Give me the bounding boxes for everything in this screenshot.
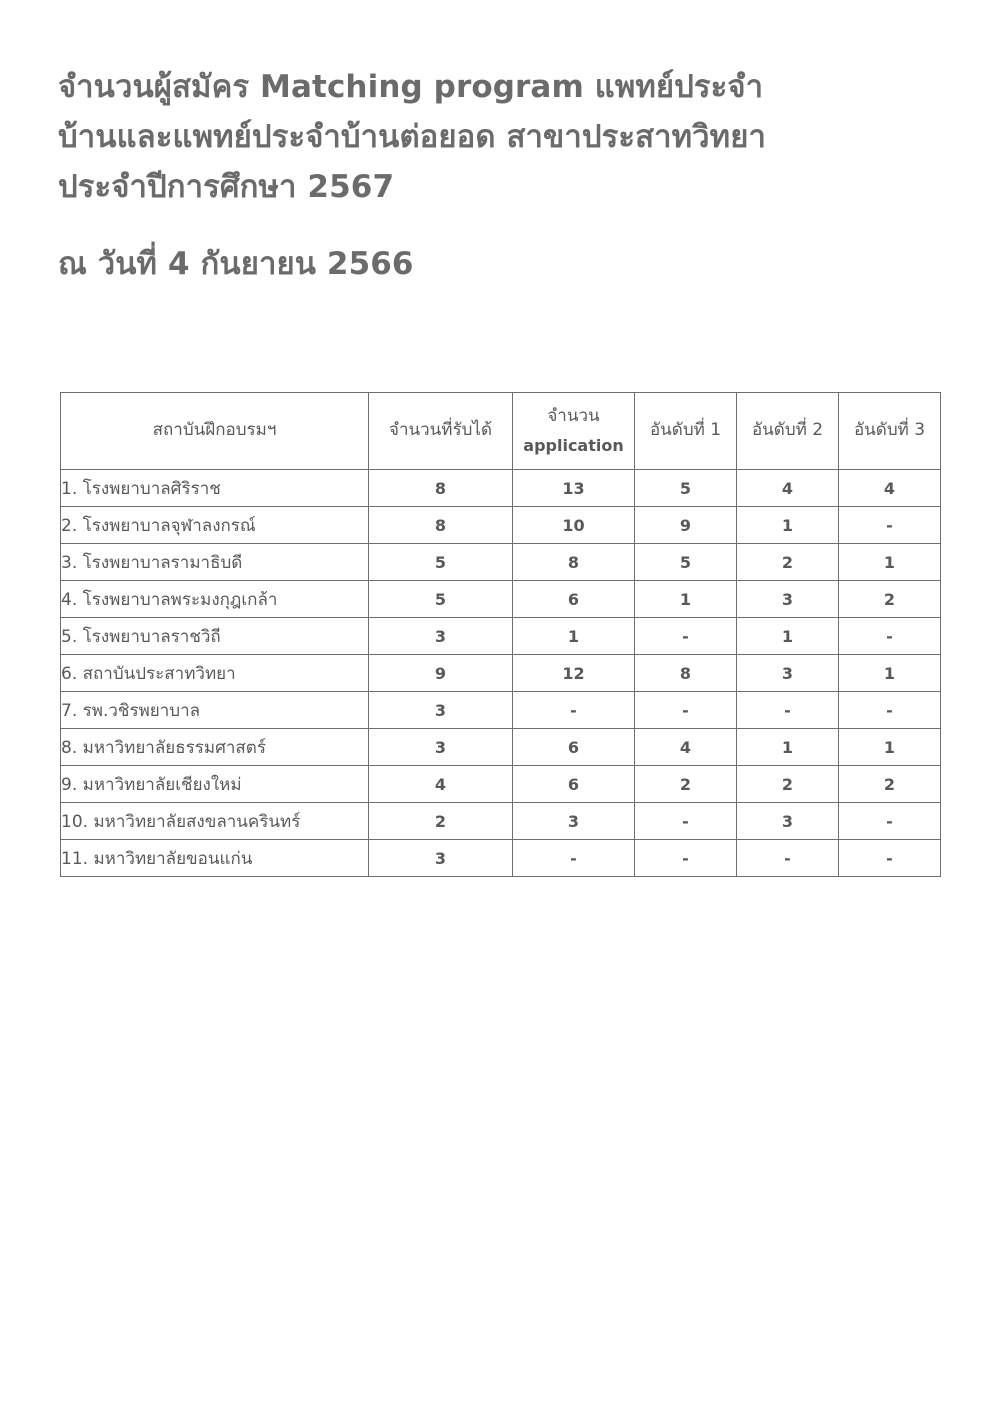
cell-application: 13 [513, 470, 635, 507]
applicant-table [60, 392, 941, 877]
column-header-application-line-1: จำนวน [547, 406, 600, 427]
cell-rank-3: - [839, 840, 941, 877]
cell-rank-2: 1 [737, 729, 839, 766]
cell-capacity: 4 [369, 766, 513, 803]
cell-rank-2: 2 [737, 766, 839, 803]
page-subtitle: ณ วันที่ 4 กันยายน 2566 [58, 245, 414, 282]
cell-rank-3: 2 [839, 581, 941, 618]
table-row [61, 581, 941, 618]
cell-rank-2: 3 [737, 655, 839, 692]
cell-capacity: 8 [369, 470, 513, 507]
cell-institution: 10. มหาวิทยาลัยสงขลานครินทร์ [61, 803, 369, 840]
cell-capacity: 3 [369, 692, 513, 729]
cell-institution: 2. โรงพยาบาลจุฬาลงกรณ์ [61, 507, 369, 544]
cell-institution: 9. มหาวิทยาลัยเชียงใหม่ [61, 766, 369, 803]
cell-rank-3: - [839, 618, 941, 655]
cell-rank-2: 1 [737, 507, 839, 544]
cell-application: 12 [513, 655, 635, 692]
cell-application: 6 [513, 766, 635, 803]
table-row [61, 803, 941, 840]
page-title-line-3: ประจำปีการศึกษา 2567 [58, 169, 395, 206]
column-header-rank-1: อันดับที่ 1 [635, 393, 737, 470]
table-row [61, 507, 941, 544]
cell-rank-3: 4 [839, 470, 941, 507]
column-header-rank-2: อันดับที่ 2 [737, 393, 839, 470]
cell-rank-1: 1 [635, 581, 737, 618]
table-row [61, 692, 941, 729]
cell-rank-3: - [839, 692, 941, 729]
cell-institution: 7. รพ.วชิรพยาบาล [61, 692, 369, 729]
cell-rank-2: - [737, 692, 839, 729]
cell-application: 3 [513, 803, 635, 840]
cell-capacity: 3 [369, 840, 513, 877]
cell-rank-2: 3 [737, 581, 839, 618]
page-title [58, 62, 958, 213]
cell-rank-1: 5 [635, 470, 737, 507]
cell-institution: 6. สถาบันประสาทวิทยา [61, 655, 369, 692]
cell-capacity: 3 [369, 729, 513, 766]
table-row [61, 655, 941, 692]
cell-rank-2: 1 [737, 618, 839, 655]
cell-rank-1: - [635, 803, 737, 840]
cell-rank-1: 4 [635, 729, 737, 766]
table-row [61, 470, 941, 507]
table-row [61, 766, 941, 803]
cell-institution: 4. โรงพยาบาลพระมงกุฎเกล้า [61, 581, 369, 618]
cell-application: - [513, 840, 635, 877]
column-header-rank-3: อันดับที่ 3 [839, 393, 941, 470]
cell-rank-1: - [635, 618, 737, 655]
table-row [61, 544, 941, 581]
cell-capacity: 9 [369, 655, 513, 692]
cell-rank-2: 3 [737, 803, 839, 840]
column-header-capacity: จำนวนที่รับได้ [369, 393, 513, 470]
cell-application: 6 [513, 729, 635, 766]
cell-rank-1: 8 [635, 655, 737, 692]
cell-rank-2: 2 [737, 544, 839, 581]
table-body [61, 470, 941, 877]
cell-rank-1: 5 [635, 544, 737, 581]
applicant-table-container [60, 392, 940, 877]
cell-rank-1: 9 [635, 507, 737, 544]
table-row [61, 840, 941, 877]
cell-rank-1: - [635, 692, 737, 729]
cell-rank-3: 2 [839, 766, 941, 803]
table-header [61, 393, 941, 470]
table-row [61, 729, 941, 766]
cell-application: 10 [513, 507, 635, 544]
cell-application: 1 [513, 618, 635, 655]
cell-institution: 5. โรงพยาบาลราชวิถี [61, 618, 369, 655]
cell-rank-3: 1 [839, 729, 941, 766]
cell-rank-3: 1 [839, 655, 941, 692]
cell-capacity: 2 [369, 803, 513, 840]
cell-rank-2: - [737, 840, 839, 877]
cell-institution: 8. มหาวิทยาลัยธรรมศาสตร์ [61, 729, 369, 766]
table-row [61, 618, 941, 655]
cell-institution: 1. โรงพยาบาลศิริราช [61, 470, 369, 507]
cell-rank-3: 1 [839, 544, 941, 581]
cell-application: 8 [513, 544, 635, 581]
title-block [58, 62, 958, 289]
cell-rank-2: 4 [737, 470, 839, 507]
page-title-line-1: จำนวนผู้สมัคร Matching program แพทย์ประจำ [58, 69, 764, 105]
cell-institution: 3. โรงพยาบาลรามาธิบดี [61, 544, 369, 581]
cell-capacity: 5 [369, 544, 513, 581]
cell-capacity: 5 [369, 581, 513, 618]
cell-application: 6 [513, 581, 635, 618]
cell-capacity: 3 [369, 618, 513, 655]
table-header-row [61, 393, 941, 470]
column-header-application [513, 393, 635, 470]
cell-rank-1: - [635, 840, 737, 877]
column-header-institution: สถาบันฝึกอบรมฯ [61, 393, 369, 470]
cell-application: - [513, 692, 635, 729]
cell-capacity: 8 [369, 507, 513, 544]
cell-rank-3: - [839, 507, 941, 544]
cell-rank-1: 2 [635, 766, 737, 803]
cell-institution: 11. มหาวิทยาลัยขอนแก่น [61, 840, 369, 877]
page-title-line-2: บ้านและแพทย์ประจำบ้านต่อยอด สาขาประสาทวิทยา [58, 119, 766, 156]
cell-rank-3: - [839, 803, 941, 840]
column-header-application-line-2: application [523, 435, 624, 455]
